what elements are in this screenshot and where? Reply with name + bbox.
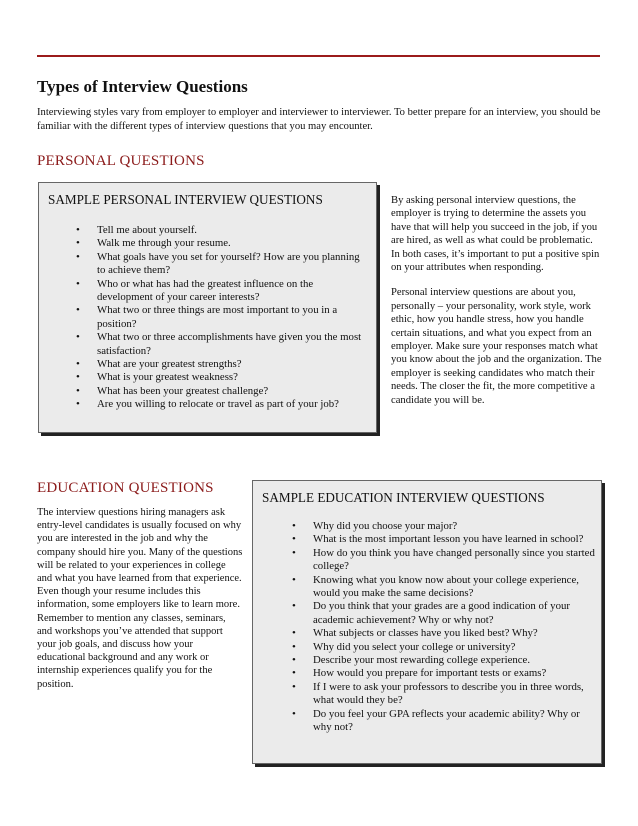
list-item: • Knowing what you know now about your college experience, would you make the same decisions? — [313, 574, 599, 601]
list-item: • What is the most important lesson you have learned in school? — [313, 533, 599, 546]
intro-paragraph: Interviewing styles vary from employer to employer and interviewer to interviewer. To better prepare for an interview, you should be familiar with the different types of interview questions that you may encounter. — [37, 107, 601, 132]
page-title: Types of Interview Questions — [37, 77, 248, 96]
list-item: • Tell me about yourself. — [97, 224, 365, 237]
list-item: • Who or what has had the greatest influence on the development of your career interests? — [97, 278, 365, 305]
education-side-text: The interview questions hiring managers ask entry-level candidates is usually focused on why you are interested in the job and why the company should hire you. Many of the questions will be related to your experiences in college and what you have learned from that experience. Even though your resume includes this information, some employers like to learn more. Remember to mention any classes, seminars, and workshops you’ve attended that support your job goals, and discuss how your educational background and any work or internship experiences qualify you for the position. — [37, 507, 243, 690]
list-item: • Why did you select your college or university? — [313, 641, 599, 654]
list-item: • What two or three things are most important to you in a position? — [97, 304, 365, 331]
list-item: • What goals have you set for yourself? How are you planning to achieve them? — [97, 251, 365, 278]
list-item: • What are your greatest strengths? — [97, 358, 365, 371]
list-item: • Do you feel your GPA reflects your academic ability? Why or why not? — [313, 708, 599, 735]
header-rule — [37, 55, 600, 57]
list-item: • What subjects or classes have you liked best? Why? — [313, 627, 599, 640]
personal-side-paragraph: Personal interview questions are about you, personally – your personality, work style, work ethic, how you handle stress, how you handle certain situations, and what you expect from an employer. Make sure your responses match what you know about the job and the organization. The employer is seeking candidates who match their needs. The closer the fit, the more competitive a candidate you will be. — [391, 287, 602, 406]
personal-side-text — [391, 194, 603, 419]
list-item: • Describe your most rewarding college experience. — [313, 654, 599, 667]
list-item: • How would you prepare for important tests or exams? — [313, 667, 599, 680]
personal-questions-heading: PERSONAL QUESTIONS — [37, 153, 205, 169]
list-item: • What is your greatest weakness? — [97, 371, 365, 384]
list-item: • Why did you choose your major? — [313, 520, 599, 533]
personal-questions-box — [38, 182, 377, 433]
personal-box-title: SAMPLE PERSONAL INTERVIEW QUESTIONS — [48, 192, 323, 207]
education-box-title: SAMPLE EDUCATION INTERVIEW QUESTIONS — [262, 490, 545, 505]
list-item: • How do you think you have changed personally since you started college? — [313, 547, 599, 574]
list-item: • Walk me through your resume. — [97, 237, 365, 250]
education-questions-heading: EDUCATION QUESTIONS — [37, 480, 214, 496]
list-item: • What has been your greatest challenge? — [97, 385, 365, 398]
list-item: • If I were to ask your professors to describe you in three words, what would they be? — [313, 681, 599, 708]
list-item: • Do you think that your grades are a good indication of your academic achievement? Why or why not? — [313, 600, 599, 627]
list-item: • What two or three accomplishments have given you the most satisfaction? — [97, 331, 365, 358]
list-item: • Are you willing to relocate or travel as part of your job? — [97, 398, 365, 411]
education-questions-list — [262, 520, 599, 735]
education-questions-box — [252, 480, 602, 764]
personal-questions-list — [48, 224, 365, 412]
personal-side-paragraph: By asking personal interview questions, the employer is trying to determine the assets you have that will help you succeed in the job, if you are hired, as well as what could be problematic. In both cases, it’s important to put a positive spin on your attributes when responding. — [391, 195, 600, 274]
